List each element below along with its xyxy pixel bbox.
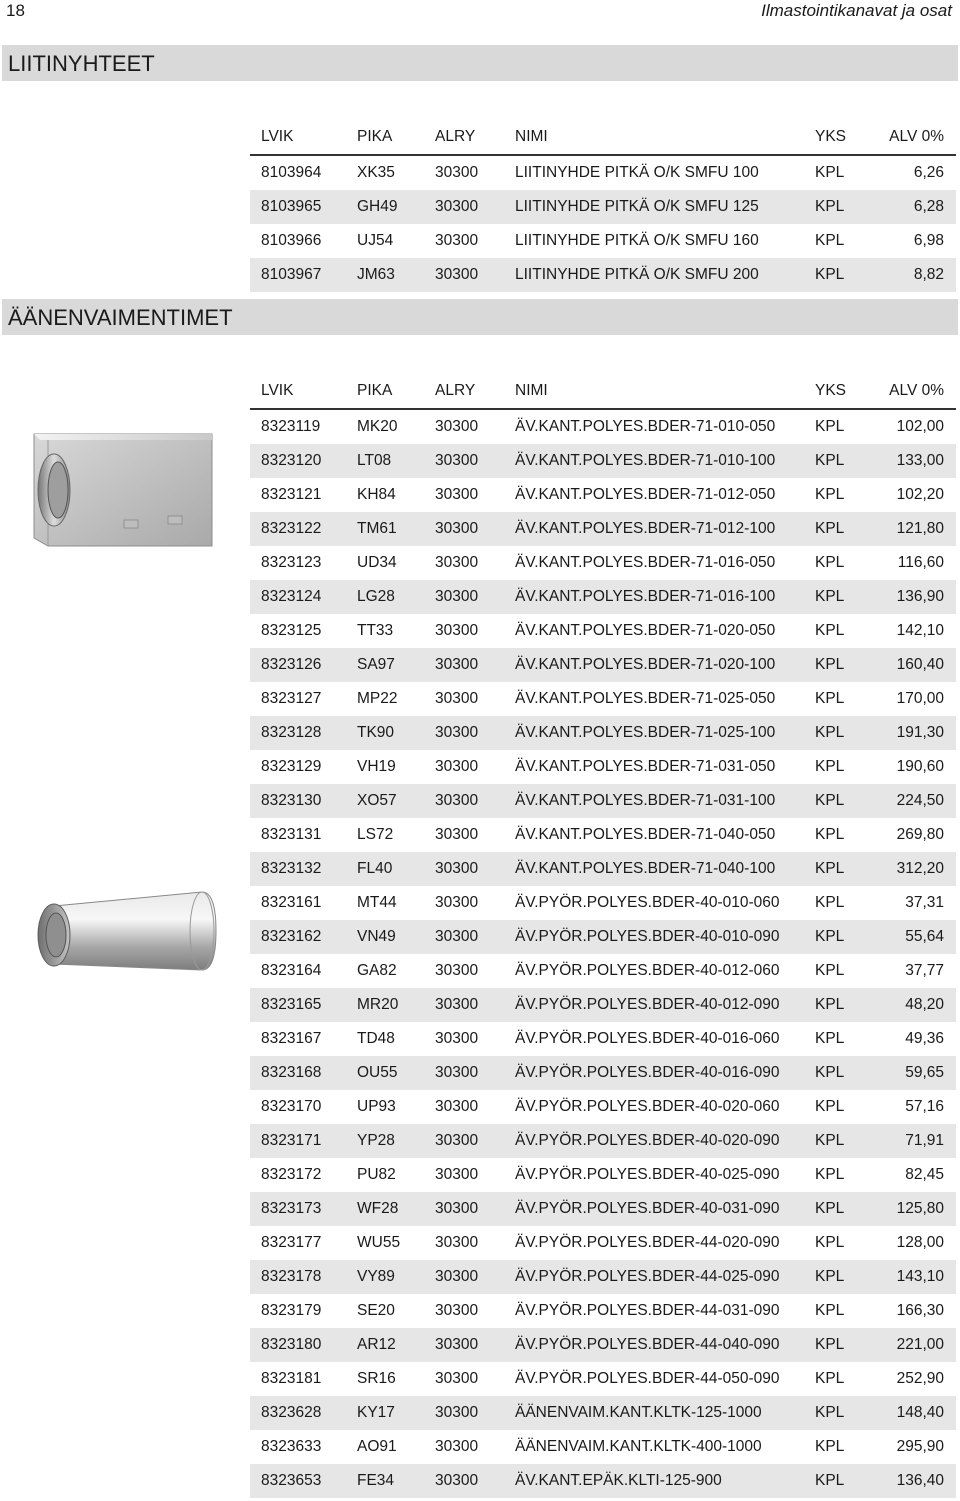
cell-alv: 121,80 — [866, 512, 956, 546]
cell-yks: KPL — [804, 1192, 866, 1226]
cell-lvik: 8323177 — [250, 1226, 346, 1260]
cell-lvik: 8323172 — [250, 1158, 346, 1192]
page-number: 18 — [6, 1, 25, 20]
cell-alv: 48,20 — [866, 988, 956, 1022]
cell-alv: 142,10 — [866, 614, 956, 648]
table-row — [250, 1294, 956, 1328]
cell-nimi: ÄV.KANT.POLYES.BDER-71-016-100 — [504, 580, 804, 614]
cell-lvik: 8323125 — [250, 614, 346, 648]
cell-nimi: ÄV.KANT.POLYES.BDER-71-031-100 — [504, 784, 804, 818]
table-body — [250, 155, 956, 292]
cell-nimi: ÄV.KANT.POLYES.BDER-71-031-050 — [504, 750, 804, 784]
table-row — [250, 155, 956, 190]
cell-alv: 116,60 — [866, 546, 956, 580]
cell-yks: KPL — [804, 444, 866, 478]
cell-yks: KPL — [804, 1396, 866, 1430]
cell-alv: 221,00 — [866, 1328, 956, 1362]
cell-nimi: ÄV.PYÖR.POLYES.BDER-40-020-090 — [504, 1124, 804, 1158]
cell-lvik: 8323161 — [250, 886, 346, 920]
cell-alry: 30300 — [424, 155, 504, 190]
col-header-alry: ALRY — [424, 374, 504, 409]
cell-pika: MK20 — [346, 409, 424, 444]
cell-pika: UP93 — [346, 1090, 424, 1124]
cell-alry: 30300 — [424, 580, 504, 614]
cell-alry: 30300 — [424, 716, 504, 750]
table-row — [250, 716, 956, 750]
col-header-nimi: NIMI — [504, 120, 804, 155]
table-row — [250, 224, 956, 258]
cell-nimi: ÄV.PYÖR.POLYES.BDER-44-025-090 — [504, 1260, 804, 1294]
table-row — [250, 190, 956, 224]
cell-alry: 30300 — [424, 818, 504, 852]
col-header-alry: ALRY — [424, 120, 504, 155]
cell-nimi: ÄV.KANT.POLYES.BDER-71-040-100 — [504, 852, 804, 886]
cell-yks: KPL — [804, 648, 866, 682]
col-header-nimi: NIMI — [504, 374, 804, 409]
cell-alv: 136,40 — [866, 1464, 956, 1498]
col-header-yks: YKS — [804, 374, 866, 409]
cell-nimi: ÄV.KANT.POLYES.BDER-71-010-050 — [504, 409, 804, 444]
cell-alv: 125,80 — [866, 1192, 956, 1226]
cell-alry: 30300 — [424, 1294, 504, 1328]
cell-alv: 269,80 — [866, 818, 956, 852]
cell-alv: 102,20 — [866, 478, 956, 512]
cell-pika: FL40 — [346, 852, 424, 886]
cell-alry: 30300 — [424, 512, 504, 546]
cell-alry: 30300 — [424, 1022, 504, 1056]
table-row — [250, 852, 956, 886]
cell-pika: AR12 — [346, 1328, 424, 1362]
cell-nimi: ÄV.PYÖR.POLYES.BDER-40-025-090 — [504, 1158, 804, 1192]
cell-yks: KPL — [804, 224, 866, 258]
table-row — [250, 1464, 956, 1498]
cell-nimi: ÄV.PYÖR.POLYES.BDER-44-040-090 — [504, 1328, 804, 1362]
table-row — [250, 1090, 956, 1124]
cell-pika: GA82 — [346, 954, 424, 988]
table-row — [250, 258, 956, 292]
cell-pika: LT08 — [346, 444, 424, 478]
cell-yks: KPL — [804, 1430, 866, 1464]
cell-pika: XK35 — [346, 155, 424, 190]
cell-yks: KPL — [804, 988, 866, 1022]
table-header — [250, 374, 956, 409]
cell-yks: KPL — [804, 1294, 866, 1328]
cell-alry: 30300 — [424, 190, 504, 224]
cell-pika: TT33 — [346, 614, 424, 648]
cell-lvik: 8323181 — [250, 1362, 346, 1396]
table-row — [250, 682, 956, 716]
table-row — [250, 1056, 956, 1090]
cell-alv: 136,90 — [866, 580, 956, 614]
cell-lvik: 8323170 — [250, 1090, 346, 1124]
cell-lvik: 8323179 — [250, 1294, 346, 1328]
table-row — [250, 1396, 956, 1430]
table-row — [250, 444, 956, 478]
cell-alv: 82,45 — [866, 1158, 956, 1192]
cell-nimi: LIITINYHDE PITKÄ O/K SMFU 125 — [504, 190, 804, 224]
cell-nimi: ÄÄNENVAIM.KANT.KLTK-125-1000 — [504, 1396, 804, 1430]
table-row — [250, 1226, 956, 1260]
cell-nimi: ÄV.KANT.POLYES.BDER-71-025-100 — [504, 716, 804, 750]
cell-lvik: 8323162 — [250, 920, 346, 954]
cell-alry: 30300 — [424, 988, 504, 1022]
cell-alry: 30300 — [424, 784, 504, 818]
cell-alv: 6,28 — [866, 190, 956, 224]
cell-nimi: ÄV.PYÖR.POLYES.BDER-44-050-090 — [504, 1362, 804, 1396]
cell-pika: LG28 — [346, 580, 424, 614]
cell-alry: 30300 — [424, 444, 504, 478]
cell-pika: SA97 — [346, 648, 424, 682]
cell-lvik: 8323127 — [250, 682, 346, 716]
cell-nimi: ÄV.KANT.EPÄK.KLTI-125-900 — [504, 1464, 804, 1498]
cell-alry: 30300 — [424, 224, 504, 258]
cell-pika: LS72 — [346, 818, 424, 852]
cell-alv: 59,65 — [866, 1056, 956, 1090]
cell-alv: 166,30 — [866, 1294, 956, 1328]
cell-lvik: 8323122 — [250, 512, 346, 546]
cell-lvik: 8103966 — [250, 224, 346, 258]
cell-pika: KH84 — [346, 478, 424, 512]
cell-lvik: 8323164 — [250, 954, 346, 988]
cell-pika: FE34 — [346, 1464, 424, 1498]
cell-alv: 6,98 — [866, 224, 956, 258]
cell-pika: SR16 — [346, 1362, 424, 1396]
table-row — [250, 478, 956, 512]
cell-lvik: 8323167 — [250, 1022, 346, 1056]
table-row — [250, 750, 956, 784]
table-row — [250, 546, 956, 580]
product-table-aanenvaimentimet — [250, 374, 956, 1498]
cell-yks: KPL — [804, 546, 866, 580]
cell-lvik: 8323129 — [250, 750, 346, 784]
cell-alv: 133,00 — [866, 444, 956, 478]
cell-lvik: 8323130 — [250, 784, 346, 818]
section-heading-aanenvaimentimet: ÄÄNENVAIMENTIMET — [2, 299, 958, 335]
cell-nimi: ÄV.PYÖR.POLYES.BDER-44-020-090 — [504, 1226, 804, 1260]
cell-nimi: ÄV.KANT.POLYES.BDER-71-012-100 — [504, 512, 804, 546]
cell-nimi: LIITINYHDE PITKÄ O/K SMFU 160 — [504, 224, 804, 258]
cell-yks: KPL — [804, 409, 866, 444]
cell-alv: 170,00 — [866, 682, 956, 716]
cell-pika: PU82 — [346, 1158, 424, 1192]
cell-alry: 30300 — [424, 1362, 504, 1396]
cell-nimi: ÄV.KANT.POLYES.BDER-71-016-050 — [504, 546, 804, 580]
cell-yks: KPL — [804, 1226, 866, 1260]
cell-alry: 30300 — [424, 258, 504, 292]
cell-alry: 30300 — [424, 954, 504, 988]
cell-lvik: 8323165 — [250, 988, 346, 1022]
cell-alv: 312,20 — [866, 852, 956, 886]
col-header-alv: ALV 0% — [866, 120, 956, 155]
cell-pika: VY89 — [346, 1260, 424, 1294]
table-header — [250, 120, 956, 155]
cell-pika: SE20 — [346, 1294, 424, 1328]
table-row — [250, 1260, 956, 1294]
cell-nimi: ÄV.PYÖR.POLYES.BDER-40-010-060 — [504, 886, 804, 920]
cell-pika: XO57 — [346, 784, 424, 818]
cell-nimi: ÄV.PYÖR.POLYES.BDER-40-016-060 — [504, 1022, 804, 1056]
cell-lvik: 8323180 — [250, 1328, 346, 1362]
cell-yks: KPL — [804, 478, 866, 512]
cell-pika: JM63 — [346, 258, 424, 292]
cell-alry: 30300 — [424, 886, 504, 920]
cell-yks: KPL — [804, 512, 866, 546]
table-row — [250, 1192, 956, 1226]
cell-pika: UJ54 — [346, 224, 424, 258]
circular-silencer-image — [32, 886, 217, 981]
cell-alv: 128,00 — [866, 1226, 956, 1260]
cell-yks: KPL — [804, 682, 866, 716]
cell-yks: KPL — [804, 190, 866, 224]
table-row — [250, 1124, 956, 1158]
cell-lvik: 8323120 — [250, 444, 346, 478]
table-row — [250, 1362, 956, 1396]
col-header-lvik: LVIK — [250, 374, 346, 409]
cell-alry: 30300 — [424, 1124, 504, 1158]
cell-lvik: 8323173 — [250, 1192, 346, 1226]
cell-alv: 102,00 — [866, 409, 956, 444]
cell-lvik: 8323178 — [250, 1260, 346, 1294]
cell-alv: 37,77 — [866, 954, 956, 988]
cell-lvik: 8323121 — [250, 478, 346, 512]
cell-alv: 8,82 — [866, 258, 956, 292]
cell-lvik: 8103964 — [250, 155, 346, 190]
cell-nimi: LIITINYHDE PITKÄ O/K SMFU 200 — [504, 258, 804, 292]
cell-pika: KY17 — [346, 1396, 424, 1430]
cell-nimi: ÄV.PYÖR.POLYES.BDER-44-031-090 — [504, 1294, 804, 1328]
table-row — [250, 1328, 956, 1362]
cell-yks: KPL — [804, 886, 866, 920]
cell-yks: KPL — [804, 258, 866, 292]
cell-pika: WU55 — [346, 1226, 424, 1260]
cell-pika: TM61 — [346, 512, 424, 546]
table-row — [250, 886, 956, 920]
cell-alry: 30300 — [424, 1158, 504, 1192]
cell-yks: KPL — [804, 1362, 866, 1396]
table-row — [250, 818, 956, 852]
cell-lvik: 8323123 — [250, 546, 346, 580]
cell-yks: KPL — [804, 614, 866, 648]
cell-pika: YP28 — [346, 1124, 424, 1158]
cell-alv: 71,91 — [866, 1124, 956, 1158]
cell-pika: MR20 — [346, 988, 424, 1022]
table-row — [250, 409, 956, 444]
cell-nimi: ÄV.PYÖR.POLYES.BDER-40-020-060 — [504, 1090, 804, 1124]
cell-lvik: 8323128 — [250, 716, 346, 750]
cell-lvik: 8323131 — [250, 818, 346, 852]
cell-alry: 30300 — [424, 1056, 504, 1090]
table-row — [250, 1022, 956, 1056]
col-header-alv: ALV 0% — [866, 374, 956, 409]
cell-alry: 30300 — [424, 1396, 504, 1430]
col-header-yks: YKS — [804, 120, 866, 155]
col-header-lvik: LVIK — [250, 120, 346, 155]
cell-nimi: ÄV.PYÖR.POLYES.BDER-40-010-090 — [504, 920, 804, 954]
cell-alv: 224,50 — [866, 784, 956, 818]
cell-nimi: ÄV.PYÖR.POLYES.BDER-40-016-090 — [504, 1056, 804, 1090]
cell-pika: MP22 — [346, 682, 424, 716]
cell-alry: 30300 — [424, 1192, 504, 1226]
cell-alry: 30300 — [424, 1328, 504, 1362]
cell-lvik: 8323119 — [250, 409, 346, 444]
cell-alv: 6,26 — [866, 155, 956, 190]
cell-alry: 30300 — [424, 648, 504, 682]
cell-alv: 252,90 — [866, 1362, 956, 1396]
cell-pika: TK90 — [346, 716, 424, 750]
cell-yks: KPL — [804, 1124, 866, 1158]
cell-alry: 30300 — [424, 682, 504, 716]
cell-yks: KPL — [804, 954, 866, 988]
table-row — [250, 1158, 956, 1192]
cell-nimi: ÄV.KANT.POLYES.BDER-71-025-050 — [504, 682, 804, 716]
running-title: Ilmastointikanavat ja osat — [761, 1, 952, 20]
cell-alry: 30300 — [424, 1260, 504, 1294]
cell-lvik: 8323124 — [250, 580, 346, 614]
cell-alry: 30300 — [424, 1430, 504, 1464]
cell-lvik: 8103965 — [250, 190, 346, 224]
table-row — [250, 920, 956, 954]
cell-alry: 30300 — [424, 750, 504, 784]
cell-lvik: 8323132 — [250, 852, 346, 886]
table-row — [250, 512, 956, 546]
cell-nimi: ÄV.PYÖR.POLYES.BDER-40-012-090 — [504, 988, 804, 1022]
cell-pika: MT44 — [346, 886, 424, 920]
cell-yks: KPL — [804, 155, 866, 190]
cell-yks: KPL — [804, 1022, 866, 1056]
cell-nimi: ÄV.KANT.POLYES.BDER-71-010-100 — [504, 444, 804, 478]
cell-nimi: LIITINYHDE PITKÄ O/K SMFU 100 — [504, 155, 804, 190]
cell-yks: KPL — [804, 1158, 866, 1192]
cell-lvik: 8323168 — [250, 1056, 346, 1090]
cell-pika: VN49 — [346, 920, 424, 954]
cell-alry: 30300 — [424, 546, 504, 580]
cell-alv: 57,16 — [866, 1090, 956, 1124]
cell-lvik: 8323171 — [250, 1124, 346, 1158]
cell-alry: 30300 — [424, 1226, 504, 1260]
cell-pika: OU55 — [346, 1056, 424, 1090]
cell-yks: KPL — [804, 818, 866, 852]
cell-yks: KPL — [804, 852, 866, 886]
cell-alv: 295,90 — [866, 1430, 956, 1464]
cell-yks: KPL — [804, 920, 866, 954]
cell-alv: 49,36 — [866, 1022, 956, 1056]
cell-nimi: ÄV.PYÖR.POLYES.BDER-40-031-090 — [504, 1192, 804, 1226]
cell-nimi: ÄV.KANT.POLYES.BDER-71-020-050 — [504, 614, 804, 648]
cell-alv: 55,64 — [866, 920, 956, 954]
cell-nimi: ÄV.KANT.POLYES.BDER-71-020-100 — [504, 648, 804, 682]
cell-alv: 148,40 — [866, 1396, 956, 1430]
cell-yks: KPL — [804, 1056, 866, 1090]
cell-yks: KPL — [804, 784, 866, 818]
cell-lvik: 8103967 — [250, 258, 346, 292]
cell-lvik: 8323126 — [250, 648, 346, 682]
cell-alry: 30300 — [424, 409, 504, 444]
cell-alry: 30300 — [424, 478, 504, 512]
cell-alry: 30300 — [424, 614, 504, 648]
cell-lvik: 8323633 — [250, 1430, 346, 1464]
cell-alv: 191,30 — [866, 716, 956, 750]
table-row — [250, 954, 956, 988]
cell-pika: VH19 — [346, 750, 424, 784]
cell-yks: KPL — [804, 580, 866, 614]
rectangular-silencer-image — [28, 430, 218, 550]
cell-alv: 37,31 — [866, 886, 956, 920]
cell-lvik: 8323653 — [250, 1464, 346, 1498]
product-table-liitinyhteet — [250, 120, 956, 292]
cell-nimi: ÄV.KANT.POLYES.BDER-71-040-050 — [504, 818, 804, 852]
col-header-pika: PIKA — [346, 120, 424, 155]
cell-alry: 30300 — [424, 920, 504, 954]
table-row — [250, 784, 956, 818]
cell-yks: KPL — [804, 716, 866, 750]
table-row — [250, 988, 956, 1022]
cell-alv: 160,40 — [866, 648, 956, 682]
cell-alv: 190,60 — [866, 750, 956, 784]
cell-nimi: ÄV.KANT.POLYES.BDER-71-012-050 — [504, 478, 804, 512]
table-body — [250, 409, 956, 1498]
section-heading-liitinyhteet: LIITINYHTEET — [2, 45, 958, 81]
cell-alv: 143,10 — [866, 1260, 956, 1294]
cell-pika: UD34 — [346, 546, 424, 580]
table-row — [250, 580, 956, 614]
cell-alry: 30300 — [424, 1090, 504, 1124]
cell-alry: 30300 — [424, 852, 504, 886]
cell-yks: KPL — [804, 750, 866, 784]
cell-yks: KPL — [804, 1328, 866, 1362]
cell-pika: GH49 — [346, 190, 424, 224]
cell-yks: KPL — [804, 1464, 866, 1498]
cell-nimi: ÄÄNENVAIM.KANT.KLTK-400-1000 — [504, 1430, 804, 1464]
cell-pika: TD48 — [346, 1022, 424, 1056]
cell-nimi: ÄV.PYÖR.POLYES.BDER-40-012-060 — [504, 954, 804, 988]
col-header-pika: PIKA — [346, 374, 424, 409]
table-row — [250, 648, 956, 682]
cell-pika: AO91 — [346, 1430, 424, 1464]
cell-alry: 30300 — [424, 1464, 504, 1498]
cell-pika: WF28 — [346, 1192, 424, 1226]
cell-yks: KPL — [804, 1090, 866, 1124]
cell-lvik: 8323628 — [250, 1396, 346, 1430]
cell-yks: KPL — [804, 1260, 866, 1294]
table-row — [250, 614, 956, 648]
table-row — [250, 1430, 956, 1464]
